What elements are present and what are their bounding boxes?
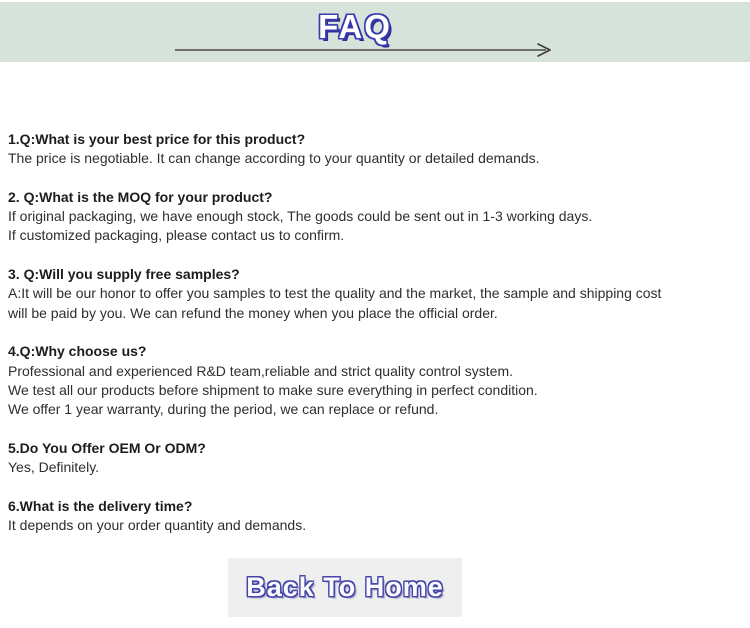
faq-section-3	[8, 265, 746, 323]
faq-answer-line: If customized packaging, please contact us to confirm.	[8, 227, 345, 244]
faq-section-6	[8, 497, 746, 536]
back-to-home-label: Back To Home	[246, 572, 444, 602]
faq-question: 6.What is the delivery time?	[8, 497, 193, 514]
back-to-home-button[interactable]	[228, 558, 462, 617]
faq-answer-line: We test all our products before shipment to make sure everything in perfect condition.	[8, 381, 538, 398]
faq-answer-line: It depends on your order quantity and demands.	[8, 516, 307, 533]
right-arrow-icon	[172, 42, 554, 58]
faq-question: 2. Q:What is the MOQ for your product?	[8, 188, 273, 205]
faq-question: 1.Q:What is your best price for this product?	[8, 131, 306, 147]
faq-answer-line: will be paid by you. We can refund the money when you place the official order.	[8, 304, 498, 321]
faq-content	[8, 130, 746, 555]
header-band	[0, 2, 750, 62]
faq-answer-line: Yes, Definitely.	[8, 459, 100, 476]
faq-question: 5.Do You Offer OEM Or ODM?	[8, 439, 206, 456]
faq-question: 3. Q:Will you supply free samples?	[8, 266, 240, 283]
faq-section-2	[8, 188, 746, 246]
faq-answer-line: If original packaging, we have enough stock, The goods could be sent out in 1-3 working days.	[8, 208, 593, 225]
faq-answer-line: A:It will be our honor to offer you samples to test the quality and the market, the sample and shipping cost	[8, 285, 662, 302]
faq-question: 4.Q:Why choose us?	[8, 343, 147, 360]
faq-section-5	[8, 439, 746, 478]
faq-answer-line: We offer 1 year warranty, during the period, we can replace or refund.	[8, 401, 439, 418]
faq-answer-line: The price is negotiable. It can change according to your quantity or detailed demands.	[8, 150, 540, 167]
page-title: FAQ	[318, 8, 392, 45]
faq-answer-line: Professional and experienced R&D team,reliable and strict quality control system.	[8, 362, 514, 379]
faq-section-4	[8, 342, 746, 419]
faq-section-1	[8, 130, 746, 169]
